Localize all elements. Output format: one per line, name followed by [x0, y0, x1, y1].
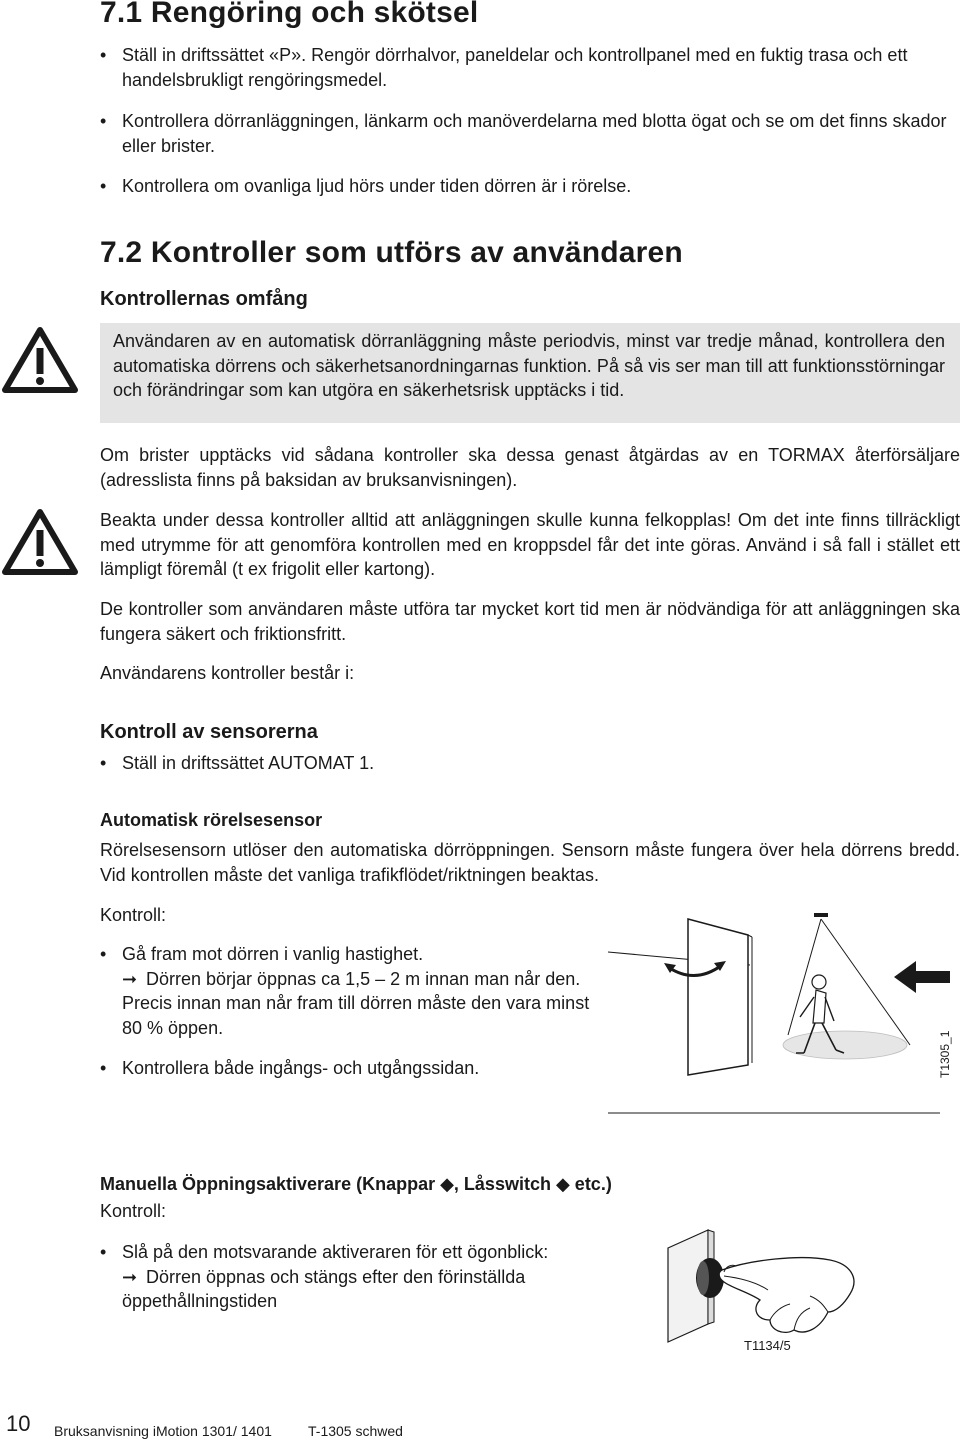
section-72-title: 7.2 Kontroller som utförs av användaren: [100, 236, 683, 269]
sensors-title: Kontroll av sensorerna: [100, 721, 318, 743]
paragraph: De kontroller som användaren måste utföra tar mycket kort tid men är nödvändiga för att anläggningen ska fungera säkert och friktionsfritt.: [100, 599, 960, 644]
paragraph: Om brister upptäcks vid sådana kontroller ska dessa genast åtgärdas av en TORMAX återförsäljare (adresslista finns på baksidan av bruksanvisningen).: [100, 445, 960, 490]
figure-label: T1134/5: [744, 1338, 791, 1353]
manual-title: Manuella Öppningsaktiverare (Knappar ◆, Låsswitch ◆ etc.): [100, 1174, 612, 1194]
list-item: • Kontrollera dörranläggningen, länkarm och manöverdelarna med blotta ögat och se om det finns skador eller brister.: [100, 111, 947, 156]
section-71-title: 7.1 Rengöring och skötsel: [100, 0, 479, 29]
info-box-text: Användaren av en automatisk dörranläggning måste periodvis, minst var tredje månad, kontrollera den automatiska dörrens och säkerhetsanordningarnas funktion. På så vis ser man till att funktionsstörningar och förändringar som kan utgöra en säkerhetsrisk upptäcks i tid.: [113, 331, 945, 400]
paragraph: Användarens kontroller består i:: [100, 663, 355, 683]
right-arrow-icon: ➞: [122, 1266, 138, 1287]
right-arrow-icon: ➞: [122, 968, 138, 989]
motion-sensor-illustration: [600, 905, 960, 1115]
paragraph: Rörelsesensorn utlöser den automatiska dörröppningen. Sensorn måste fungera över hela dörrens bredd. Vid kontrollen måste det vanliga trafikflödet/riktningen beaktas.: [100, 840, 960, 885]
list-item: • Ställ in driftssättet AUTOMAT 1.: [100, 753, 375, 773]
warning-triangle-icon: [2, 508, 78, 576]
section-72-subtitle: Kontrollernas omfång: [100, 288, 308, 310]
paragraph: Beakta under dessa kontroller alltid att anläggningen skulle kunna felkopplas! Om det inte finns tillräckligt med utrymme för att genomföra kontrollen med en kroppsdel får det inte göras. Använd i så fall i stället ett lämpligt föremål (t ex frigolit eller kartong).: [100, 510, 960, 579]
footer-manual: Bruksanvisning iMotion 1301/ 1401: [54, 1423, 272, 1439]
figure-label: T1305_1: [938, 1030, 952, 1078]
list-item: • Kontrollera både ingångs- och utgångssidan.: [100, 1058, 480, 1078]
kontroll-label: Kontroll:: [100, 1201, 167, 1221]
warning-triangle-icon: [2, 326, 78, 394]
list-item: • Slå på den motsvarande aktiveraren för ett ögonblick: ➞ Dörren öppnas och stängs efter den förinställda öppethållningstiden: [100, 1242, 549, 1311]
list-item: • Ställ in driftssättet «P». Rengör dörrhalvor, paneldelar och kontrollpanel med en fuktig trasa och ett handelsbrukligt rengöringsmedel.: [100, 45, 908, 90]
page-number: 10: [6, 1411, 31, 1436]
list-item: • Kontrollera om ovanliga ljud hörs under tiden dörren är i rörelse.: [100, 176, 632, 196]
list-item: • Gå fram mot dörren i vanlig hastighet. ➞ Dörren börjar öppnas ca 1,5 – 2 m innan man når den. Precis innan man når fram till dörren måste den vara minst 80 % öppen.: [100, 944, 590, 1038]
kontroll-label: Kontroll:: [100, 905, 167, 925]
motion-title: Automatisk rörelsesensor: [100, 810, 323, 830]
footer-code: T-1305 schwed: [308, 1423, 403, 1439]
